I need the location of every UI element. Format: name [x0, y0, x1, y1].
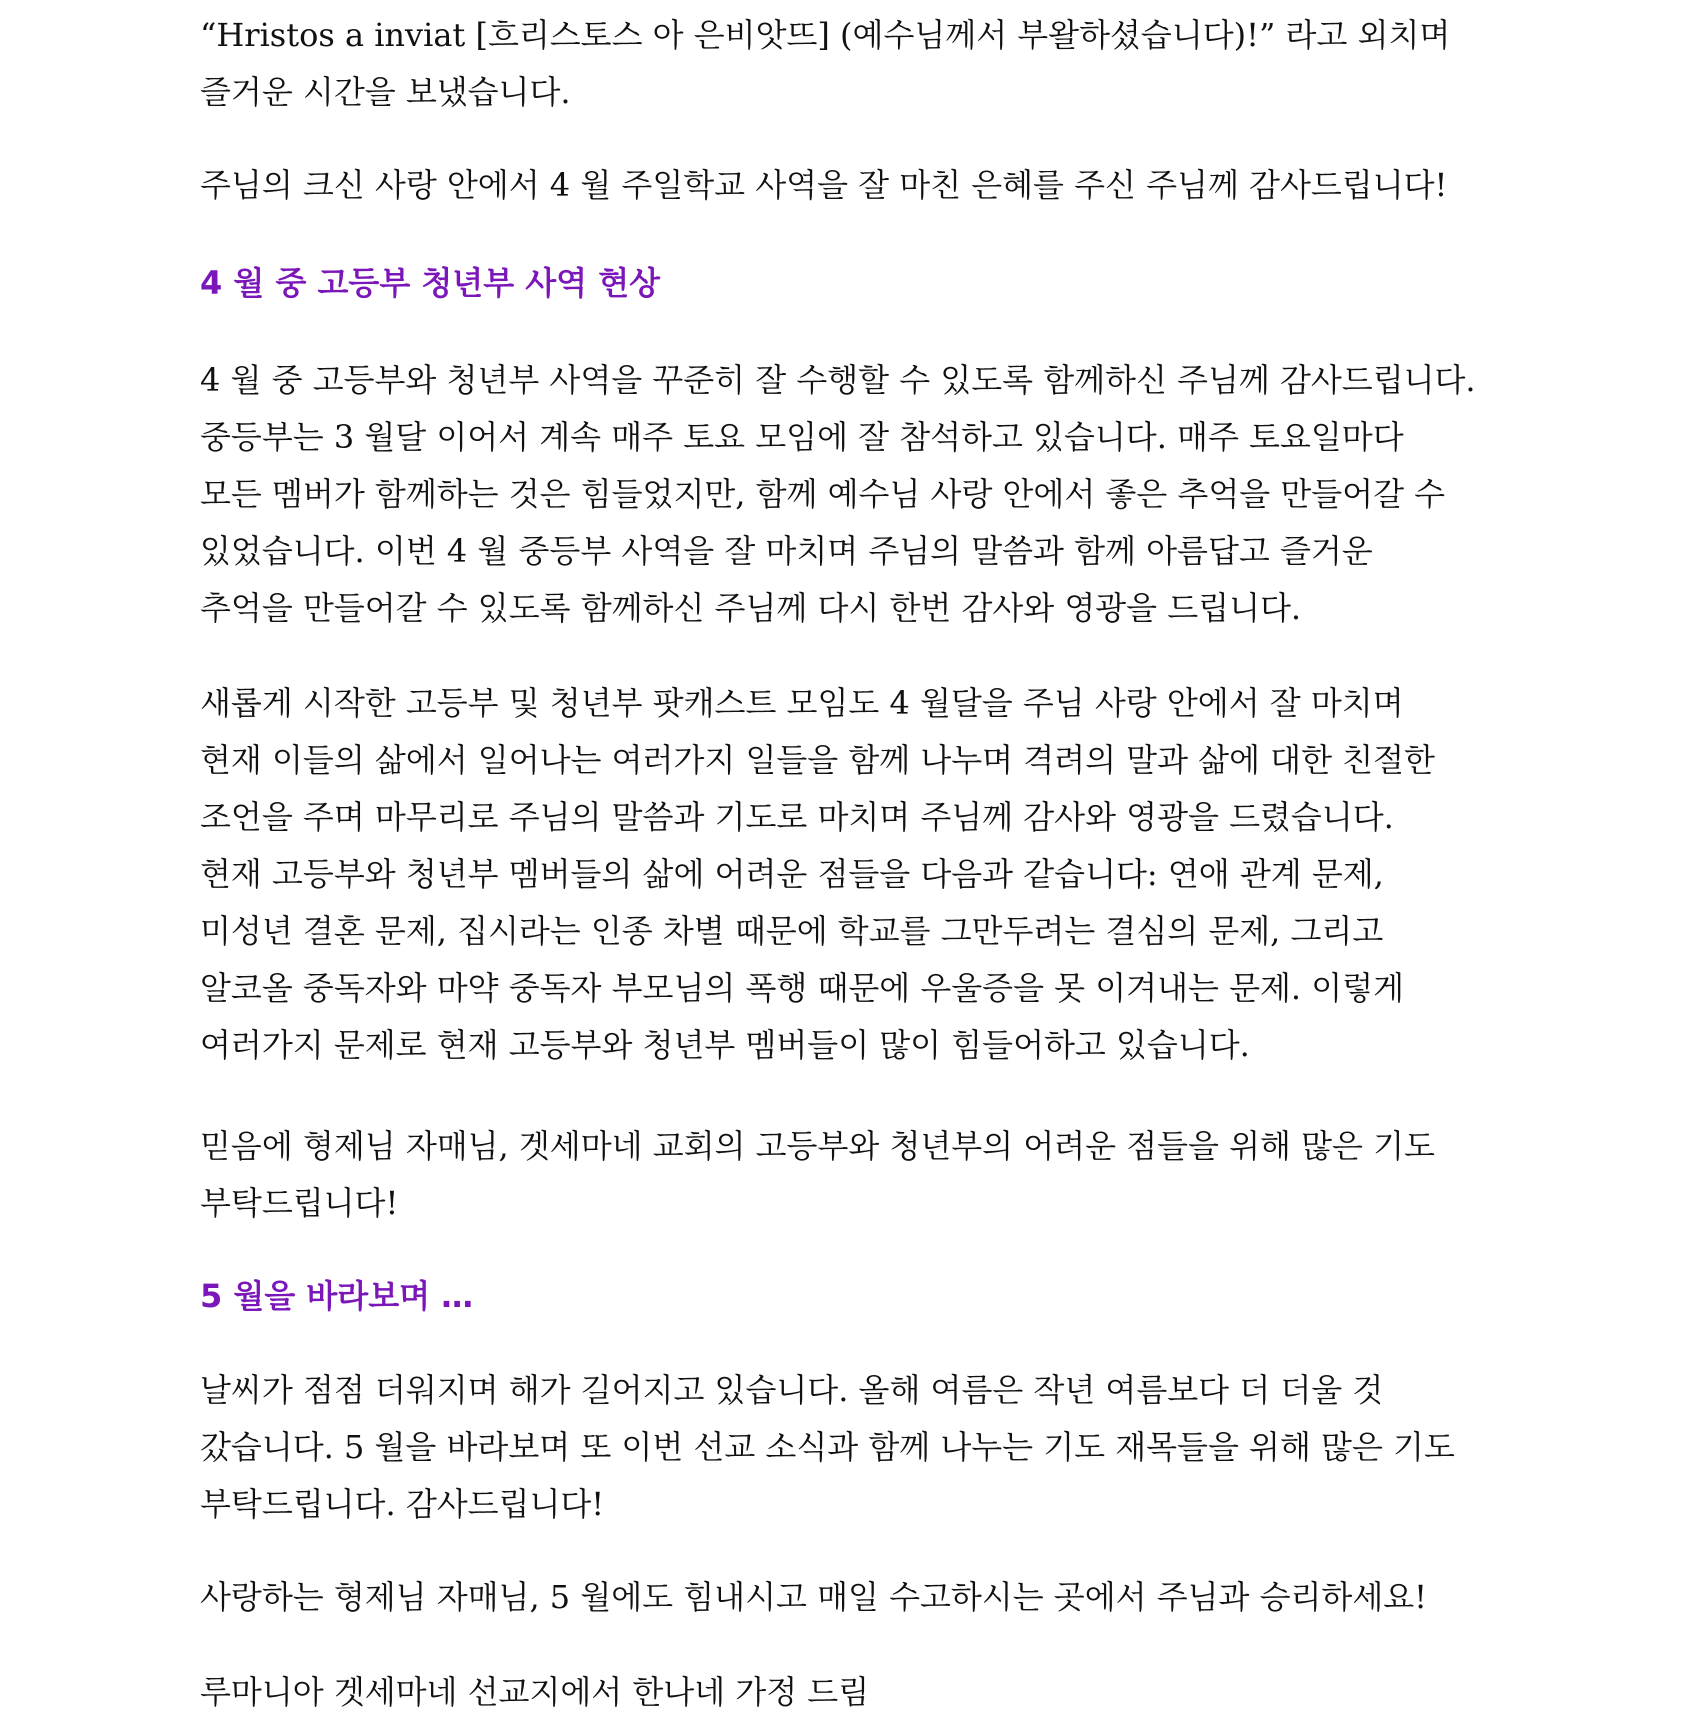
paragraph-sunday-school-thanks: 주님의 크신 사랑 안에서 4 월 주일학교 사역을 잘 마친 은혜를 주신 주님께 감사드립니다!	[200, 166, 1448, 204]
paragraph-middle-school-report: 4 월 중 고등부와 청년부 사역을 꾸준히 잘 수행할 수 있도록 함께하신 주님께 감사드립니다. 중등부는 3 월달 이어서 계속 매주 토요 모임에 잘 참석하고 있습니다. 매주 토요일마다 모든 멤버가 함께하는 것은 힘들었지만, 함께 예수님 사랑 안에서 좋은 추억을 만들어갈 수 있었습니다. 이번 4 월 중등부 사역을 잘 마치며 주님의 말씀과 함께 아름답고 즐거운 추억을 만들어갈 수 있도록 함께하신 주님께 다시 한번 감사와 영광을 드립니다.	[200, 361, 1476, 627]
paragraph-podcast-meeting-report: 새롭게 시작한 고등부 및 청년부 팟캐스트 모임도 4 월달을 주님 사랑 안에서 잘 마치며 현재 이들의 삶에서 일어나는 여러가지 일들을 함께 나누며 격려의 말과 삶에 대한 친절한 조언을 주며 마무리로 주님의 말씀과 기도로 마치며 주님께 감사와 영광을 드렸습니다. 현재 고등부와 청년부 멤버들의 삶에 어려운 점들을 다음과 같습니다: 연애 관계 문제, 미성년 결혼 문제, 집시라는 인종 차별 때문에 학교를 그만두려는 결심의 문제, 그리고 알코올 중독자와 마약 중독자 부모님의 폭행 때문에 우울증을 못 이겨내는 문제. 이렇게 여러가지 문제로 현재 고등부와 청년부 멤버들이 많이 힘들어하고 있습니다.	[200, 684, 1435, 1064]
paragraph-weather-and-prayer: 날씨가 점점 더워지며 해가 길어지고 있습니다. 올해 여름은 작년 여름보다 더 더울 것 갔습니다. 5 월을 바라보며 또 이번 선교 소식과 함께 나누는 기도 재목들을 위해 많은 기도 부탁드립니다. 감사드립니다!	[200, 1371, 1455, 1523]
paragraph-easter-greeting: “Hristos a inviat [흐리스토스 아 은비앗뜨] (예수님께서 부왈하셨습니다)!” 라고 외치며 즐거운 시간을 보냈습니다.	[200, 16, 1451, 111]
paragraph-closing-blessing: 사랑하는 형제님 자매님, 5 월에도 힘내시고 매일 수고하시는 곳에서 주님과 승리하세요!	[200, 1578, 1428, 1616]
section-heading-april-youth: 4 월 중 고등부 청년부 사역 현상	[200, 264, 661, 302]
paragraph-prayer-request: 믿음에 형제님 자매님, 겟세마네 교회의 고등부와 청년부의 어려운 점들을 위해 많은 기도 부탁드립니다!	[200, 1127, 1435, 1222]
paragraph-signature: 루마니아 겟세마네 선교지에서 한나네 가정 드림	[200, 1673, 870, 1711]
section-heading-looking-to-may: 5 월을 바라보며 …	[200, 1277, 474, 1315]
